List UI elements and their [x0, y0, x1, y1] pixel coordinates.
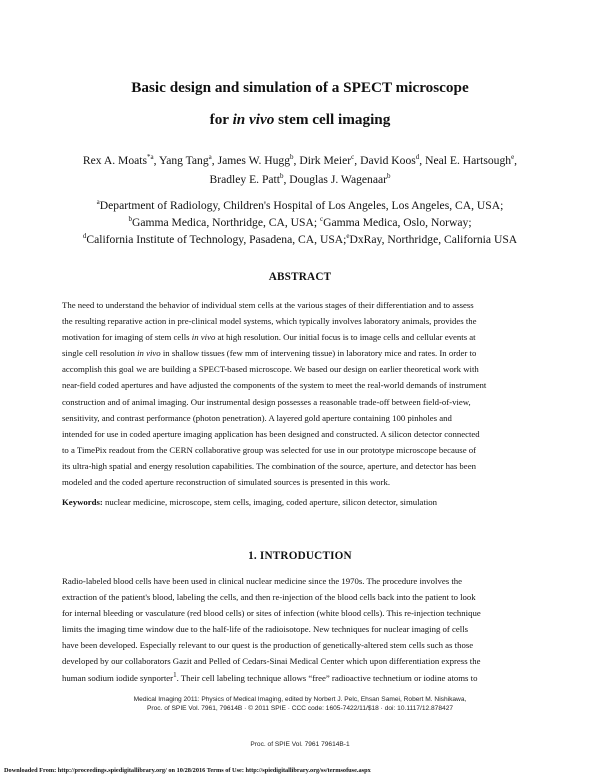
affiliation-text: Gamma Medica, Oslo, Norway;	[323, 216, 472, 229]
affiliation-line-1	[0, 198, 600, 215]
title-line-2	[0, 111, 600, 129]
text-line: intended for use in coded aperture imaging application has been designed and constructed. A silicon detector connected	[62, 428, 480, 439]
text-line: have been developed. Especially relevant to our quest is the production of genetically-altered stem cells such as those	[62, 640, 474, 651]
affiliation-text: DxRay, Northridge, California USA	[349, 233, 518, 246]
text-line: developed by our collaborators Gazit and Pelled of Cedars-Sinai Medical Center which upon differentiation express the	[62, 656, 481, 667]
abstract-body	[62, 297, 537, 490]
title-prefix: for	[209, 111, 233, 128]
keywords-label: Keywords:	[62, 497, 103, 507]
text-line: for internal bleeding or vasculature (red blood cells) or sites of infection (white blood cells). This re-injection technique	[62, 608, 481, 619]
italic-term: in vivo	[191, 332, 216, 343]
text-line: extraction of the patient's blood, labeling the cells, and then re-injection of the blood cells back into the patient to look	[62, 592, 476, 603]
text-line: to a TimePix readout from the CERN collaborative group was selected for use in our prototype microscope because of	[62, 444, 477, 455]
author-affiliation-marker: c	[351, 153, 355, 162]
title-suffix: stem cell imaging	[274, 111, 391, 128]
introduction-body	[62, 573, 537, 686]
author-name: , David Koos	[354, 154, 416, 167]
author-affiliation-marker: *a	[147, 153, 154, 162]
affiliation-text: Department of Radiology, Children's Hospital of Los Angeles, Los Angeles, CA, USA;	[99, 199, 504, 212]
author-affiliation-marker: b	[387, 172, 391, 181]
page-reference: Proc. of SPIE Vol. 7961 79614B-1	[250, 741, 350, 748]
author-affiliation-marker: b	[290, 153, 294, 162]
author-name: , James W. Hugg	[211, 154, 291, 167]
author-affiliation-marker: a	[208, 153, 212, 162]
text-run: at high resolution. Our initial focus is to image cells and cellular events at	[215, 332, 476, 343]
affiliation-marker: b	[128, 215, 132, 224]
text-line: its ultra-high spatial and energy resolution capabilities. The combination of the source, aperture, and detector has been	[62, 460, 476, 471]
text-line: limits the imaging time window due to the half-life of the radioisotope. New techniques for nuclear imaging of cells	[62, 624, 469, 635]
text-run: in shallow tissues (few mm of intervening tissue) in laboratory mice and rates. In order to	[160, 348, 477, 359]
text-line: sensitivity, and contrast performance (photon penetration). A layered gold aperture containing 100 pinholes and	[62, 412, 452, 423]
author-name: , Dirk Meier	[293, 154, 352, 167]
affiliation-marker: c	[320, 215, 324, 224]
text-line	[62, 345, 537, 361]
affiliation-marker: e	[346, 232, 350, 241]
text-line: modeled and the coded aperture reconstruction of simulated sources is presented in this work.	[62, 477, 391, 488]
reference-marker: 1	[173, 670, 177, 679]
download-note: Downloaded From: http://proceedings.spiedigitallibrary.org/ on 10/28/2016 Terms of Use: http://spiedigitallibrary.org/ss/termsofuse.aspx	[4, 767, 371, 774]
citation-line-1: Medical Imaging 2011: Physics of Medical Imaging, edited by Norbert J. Pelc, Ehsan Samei, Robert M. Nishikawa,	[133, 696, 467, 703]
text-run: motivation for imaging of stem cells	[62, 332, 192, 343]
authors-line-1	[0, 151, 600, 170]
text-line	[62, 329, 537, 345]
title-italic: in vivo	[232, 111, 275, 128]
text-line: The need to understand the behavior of individual stem cells at the various stages of their differentiation and to assess	[62, 300, 474, 310]
author-name: Rex A. Moats	[82, 154, 148, 167]
abstract-heading: ABSTRACT	[268, 271, 332, 283]
author-name: , Douglas J. Wagenaar	[283, 173, 387, 186]
text-line: near-field coded apertures and have adjusted the components of the system to meet the real-world demands of instrument	[62, 380, 487, 391]
keywords	[62, 494, 537, 510]
section-heading-introduction: 1. INTRODUCTION	[248, 550, 352, 562]
text-run: single cell resolution	[62, 348, 138, 359]
authors-line-2	[0, 170, 600, 189]
author-name: Bradley E. Patt	[209, 173, 280, 186]
affiliation-text: Gamma Medica, Northridge, CA, USA;	[131, 216, 320, 229]
citation-line-2: Proc. of SPIE Vol. 7961, 79614B · © 2011 SPIE · CCC code: 1605-7422/11/$18 · doi: 10.1117/12.878427	[146, 705, 454, 712]
affiliation-text: California Institute of Technology, Pasadena, CA, USA;	[86, 233, 347, 246]
author-name: , Yang Tang	[153, 154, 209, 167]
text-line: the resulting reparative action in pre-clinical model systems, which typically involves laboratory animals, provides the	[62, 316, 477, 327]
author-name: , Neal E. Hartsough	[419, 154, 512, 167]
author-affiliation-marker: b	[280, 172, 284, 181]
text-line: Radio-labeled blood cells have been used in clinical nuclear medicine since the 1970s. The procedure involves the	[62, 576, 463, 586]
author-name: ,	[514, 154, 518, 167]
affiliation-line-2	[0, 215, 600, 232]
author-affiliation-marker: e	[511, 153, 515, 162]
text-run: . Their cell labeling technique allows “free” radioactive technetium or iodine atoms to	[176, 672, 478, 683]
title-line-1: Basic design and simulation of a SPECT microscope	[131, 79, 469, 96]
affiliation-marker: a	[96, 198, 100, 207]
italic-term: in vivo	[137, 348, 161, 359]
text-run: human sodium iodide synporter	[62, 672, 174, 683]
text-line	[62, 670, 537, 686]
author-affiliation-marker: d	[415, 153, 420, 162]
text-line: construction and of animal imaging. Our instrumental design possesses a reasonable trade-off between field-of-view,	[62, 396, 471, 407]
text-line: accomplish this goal we are building a SPECT-based microscope. We based our design on earlier theoretical work with	[62, 364, 479, 375]
affiliation-line-3	[0, 232, 600, 249]
keywords-text: nuclear medicine, microscope, stem cells, imaging, coded aperture, silicon detector, simulation	[102, 497, 438, 507]
affiliation-marker: d	[82, 232, 87, 241]
